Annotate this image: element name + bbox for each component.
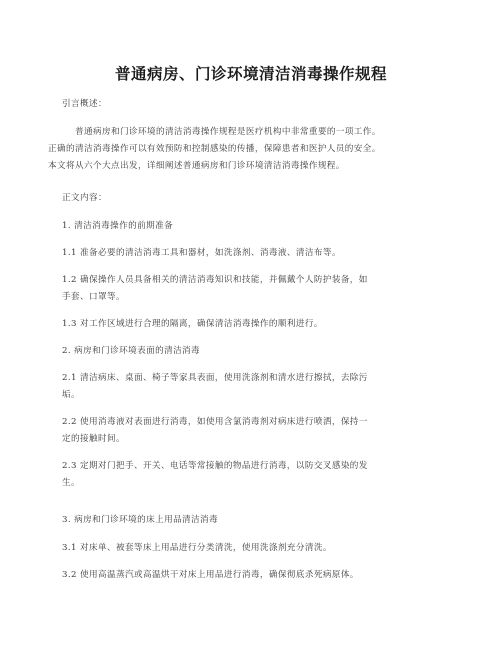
paragraph: 2.1 清洁病床、桌面、椅子等家具表面，使用洗涤剂和清水进行擦拭，去除污	[62, 373, 368, 383]
paragraph: 3.1 对床单、被套等床上用品进行分类清洗，使用洗涤剂充分清洗。	[62, 543, 332, 553]
paragraph: 1.2 确保操作人员具备相关的清洁消毒知识和技能，并佩戴个人防护装备，如	[62, 275, 368, 285]
paragraph: 2.2 使用消毒液对表面进行消毒，如使用含氯消毒剂对病床进行喷洒，保持一	[62, 417, 368, 427]
section-title: 1. 清洁消毒操作的前期准备	[62, 221, 174, 231]
body-heading: 正文内容：	[62, 193, 107, 203]
intro-heading: 引言概述：	[62, 99, 107, 109]
intro-line: 正确的清洁消毒操作可以有效预防和控制感染的传播，保障患者和医护人员的安全。	[48, 144, 381, 154]
paragraph: 定的接触时间。	[62, 434, 125, 444]
paragraph: 1.3 对工作区域进行合理的隔离，确保清洁消毒操作的顺利进行。	[62, 319, 323, 329]
paragraph: 生。	[62, 478, 80, 488]
section-title: 2. 病房和门诊环境表面的清洁消毒	[62, 346, 201, 356]
paragraph: 2.3 定期对门把手、开关、电话等常接触的物品进行消毒，以防交叉感染的发	[62, 461, 368, 471]
section-title: 3. 病房和门诊环境的床上用品清洁消毒	[62, 515, 219, 525]
paragraph: 3.2 使用高温蒸汽或高温烘干对床上用品进行消毒，确保彻底杀死病原体。	[62, 570, 359, 580]
paragraph: 垢。	[62, 390, 80, 400]
document-title: 普通病房、门诊环境清洁消毒操作规程	[114, 65, 387, 83]
paragraph: 1.1 准备必要的清洁消毒工具和器材，如洗涤剂、消毒液、清洁布等。	[62, 248, 341, 258]
paragraph: 手套、口罩等。	[62, 292, 125, 302]
intro-line: 本文将从六个大点出发，详细阐述普通病房和门诊环境清洁消毒操作规程。	[48, 161, 345, 171]
intro-line: 普通病房和门诊环境的清洁消毒操作规程是医疗机构中非常重要的一项工作。	[75, 127, 381, 137]
